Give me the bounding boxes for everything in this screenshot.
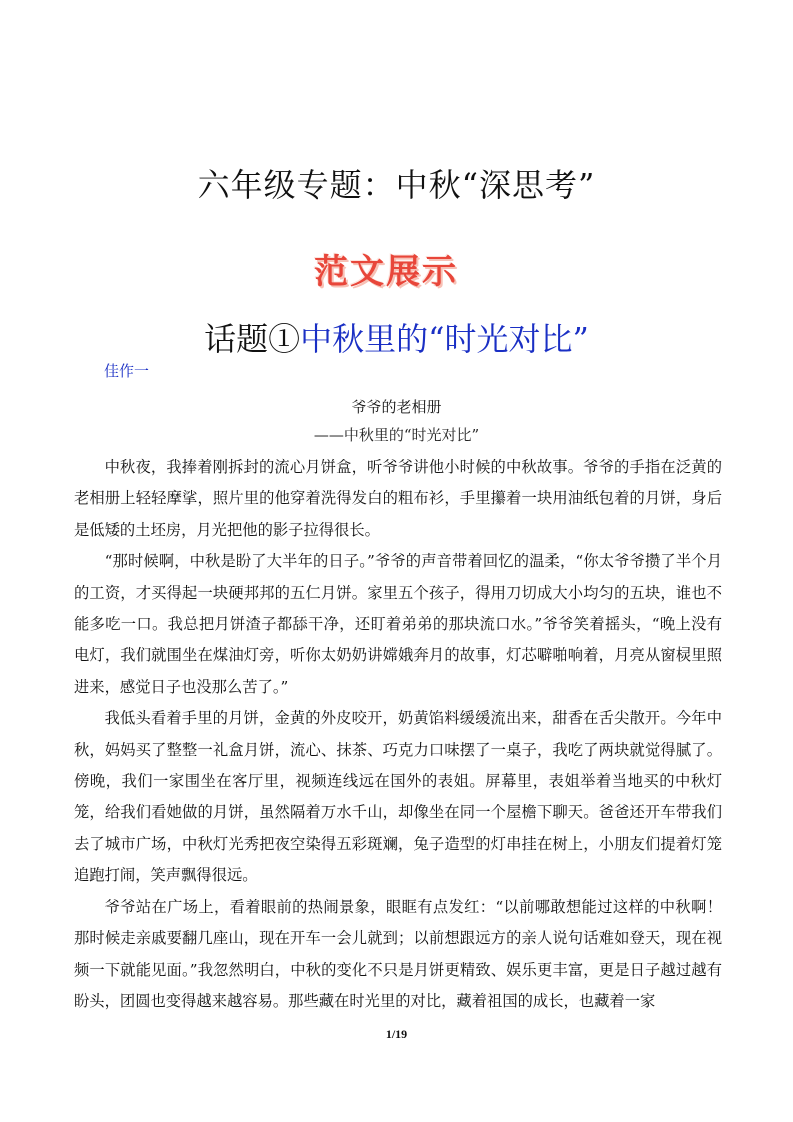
paragraph: 中秋夜，我捧着刚拆封的流心月饼盒，听爷爷讲他小时候的中秋故事。爷爷的手指在泛黄的老相册上轻轻摩挲，照片里的他穿着洗得发白的粗布衫，手里攥着一块用油纸包着的月饼，身后是低矮的土坯房，月光把他的影子拉得很长。 — [74, 458, 722, 539]
topic-prefix: 话题① — [204, 320, 301, 358]
paragraph: 我低头看着手里的月饼，金黄的外皮咬开，奶黄馅料缓缓流出来，甜香在舌尖散开。今年中秋，妈妈买了整整一礼盒月饼，流心、抹茶、巧克力口味摆了一桌子，我吃了两块就觉得腻了。傍晚，我们一家围坐在客厅里，视频连线远在国外的表姐。屏幕里，表姐举着当地买的中秋灯笼，给我们看她做的月饼，虽然隔着万水千山，却像坐在同一个屋檐下聊天。爸爸还开车带我们去了城市广场，中秋灯光秀把夜空染得五彩斑斓，兔子造型的灯串挂在树上，小朋友们提着灯笼追跑打闹，笑声飘得很远。 — [74, 709, 722, 885]
sample-label: 佳作一 — [104, 362, 150, 380]
essay-body — [74, 452, 722, 1017]
document-title: 六年级专题：中秋“深思考” — [197, 166, 596, 204]
topic-highlight: 中秋里的“时光对比” — [300, 320, 589, 358]
page-number: 1/19 — [385, 1027, 408, 1041]
essay-subtitle: ——中秋里的“时光对比” — [313, 426, 480, 444]
topic-heading — [0, 314, 793, 360]
paragraph: 爷爷站在广场上，看着眼前的热闹景象，眼眶有点发红：“以前哪敢想能过这样的中秋啊！那时候走亲戚要翻几座山，现在开车一会儿就到；以前想跟远方的亲人说句话难如登天，现在视频一下就能见面。”我忽然明白，中秋的变化不只是月饼更精致、娱乐更丰富，更是日子越过越有盼头，团圆也变得越来越容易。那些藏在时光里的对比，藏着祖国的成长，也藏着一家 — [74, 897, 722, 1010]
paragraph: “那时候啊，中秋是盼了大半年的日子。”爷爷的声音带着回忆的温柔，“你太爷爷攒了半个月的工资，才买得起一块硬邦邦的五仁月饼。家里五个孩子，得用刀切成大小均匀的五块，谁也不能多吃一口。我总把月饼渣子都舔干净，还盯着弟弟的那块流口水。”爷爷笑着摇头，“晚上没有电灯，我们就围坐在煤油灯旁，听你太奶奶讲嫦娥奔月的故事，灯芯噼啪响着，月亮从窗棂里照进来，感觉日子也没那么苦了。” — [74, 552, 722, 696]
banner-heading: 范文展示 — [314, 252, 458, 292]
essay-title: 爷爷的老相册 — [351, 398, 442, 416]
